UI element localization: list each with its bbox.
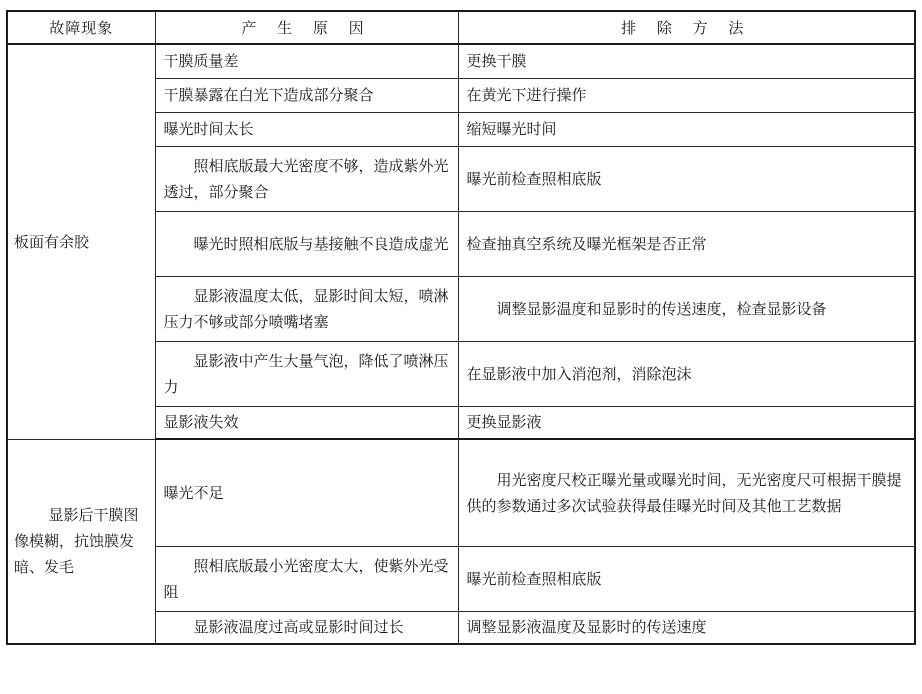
symptom-cell: 显影后干膜图像模糊，抗蚀膜发暗、发毛 <box>7 439 155 644</box>
cause-cell: 照相底版最小光密度太大，使紫外光受阻 <box>155 546 458 611</box>
cause-cell: 显影液中产生大量气泡，降低了喷淋压力 <box>155 341 458 406</box>
remedy-cell: 用光密度尺校正曝光量或曝光时间，无光密度尺可根据干膜提供的参数通过多次试验获得最佳曝光时间及其他工艺数据 <box>458 439 915 546</box>
cause-cell: 照相底版最大光密度不够，造成紫外光透过，部分聚合 <box>155 146 458 211</box>
troubleshooting-table <box>6 10 916 645</box>
header-cause: 产 生 原 因 <box>155 11 458 44</box>
header-remedy: 排 除 方 法 <box>458 11 915 44</box>
remedy-cell: 在黄光下进行操作 <box>458 78 915 112</box>
remedy-cell: 调整显影液温度及显影时的传送速度 <box>458 611 915 644</box>
remedy-cell: 调整显影温度和显影时的传送速度，检查显影设备 <box>458 276 915 341</box>
cause-cell: 干膜质量差 <box>155 44 458 78</box>
remedy-cell: 曝光前检查照相底版 <box>458 146 915 211</box>
table-row <box>7 44 915 78</box>
cause-cell: 曝光时照相底版与基接触不良造成虚光 <box>155 211 458 276</box>
remedy-cell: 更换干膜 <box>458 44 915 78</box>
remedy-cell: 检查抽真空系统及曝光框架是否正常 <box>458 211 915 276</box>
remedy-cell: 更换显影液 <box>458 406 915 439</box>
remedy-cell: 缩短曝光时间 <box>458 112 915 146</box>
remedy-cell: 在显影液中加入消泡剂，消除泡沫 <box>458 341 915 406</box>
cause-cell: 曝光不足 <box>155 439 458 546</box>
cause-cell: 显影液温度过高或显影时间过长 <box>155 611 458 644</box>
table-row <box>7 439 915 546</box>
header-symptom: 故障现象 <box>7 11 155 44</box>
cause-cell: 干膜暴露在白光下造成部分聚合 <box>155 78 458 112</box>
header-row <box>7 11 915 44</box>
troubleshooting-document <box>6 10 914 645</box>
remedy-cell: 曝光前检查照相底版 <box>458 546 915 611</box>
symptom-cell: 板面有余胶 <box>7 44 155 439</box>
cause-cell: 显影液失效 <box>155 406 458 439</box>
cause-cell: 显影液温度太低，显影时间太短，喷淋压力不够或部分喷嘴堵塞 <box>155 276 458 341</box>
cause-cell: 曝光时间太长 <box>155 112 458 146</box>
